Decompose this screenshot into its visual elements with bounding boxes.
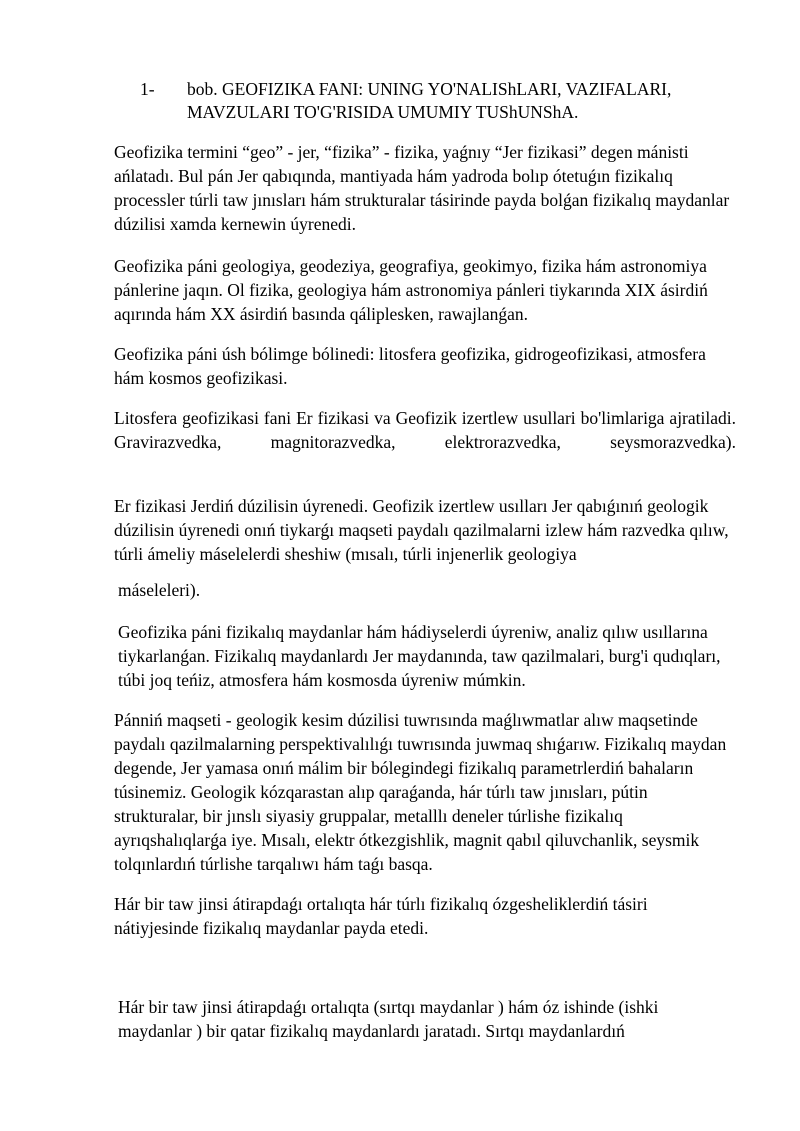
paragraph-4: Litosfera geofizikasi fani Er fizikasi va Geofizik izertlew usullari bo'limlariga ajratiladi. Gravirazvedka, magnitorazvedka, elektrorazvedka, seysmorazvedka). xyxy=(114,408,736,452)
paragraph-2: Geofizika páni geologiya, geodeziya, geografiya, geokimyo, fizika hám astronomiya pánlerine jaqın. Ol fizika, geologiya hám astronomiya pánleri tiykarında XIX ásirdiń aqırında hám XX ásirdiń basında qáliplesken, rawajlanǵan. xyxy=(114,256,708,324)
paragraph-7: Geofizika páni fizikalıq maydanlar hám hádiyselerdi úyreniw, analiz qılıw usıllarına tiykarlanǵan. Fizikalıq maydanlardı Jer maydanında, taw qazilmalari, burg'i qudıqları, túbi joq teńiz, atmosfera hám kosmosda úyreniw múmkin. xyxy=(118,622,721,690)
paragraph-8: Pánniń maqseti - geologik kesim dúzilisi tuwrısında maǵlıwmatlar alıw maqsetinde paydalı qazilmalarning perspektivalılıǵı tuwrısında juwmaq shıǵarıw. Fizikalıq maydan degende, Jer yamasa onıń málim bir bólegindegi fizikalıq parametrlerdiń bahaların túsinemiz. Geologik kózqarastan alıp qaraǵanda, hár túrlı taw jınısları, pútin strukturalar, bir jınslı siyasiy gruppalar, metalllı deneler túrlishe fizikalıq ayrıqshalıqlarǵa iye. Mısalı, elektr ótkezgishlik, magnit qabıl qiluvchanlik, seysmik tolqınlardıń túrlishe tarqalıwı hám taǵı basqa. xyxy=(114,710,727,874)
chapter-number: 1- xyxy=(140,79,155,99)
paragraph-6: máseleleri). xyxy=(118,580,201,600)
paragraph-9: Hár bir taw jinsi átirapdaǵı ortalıqta hár túrlı fizikalıq ózgesheliklerdiń tásiri nátiyjesinde fizikalıq maydanlar payda etedi. xyxy=(114,894,648,938)
paragraph-1: Geofizika termini “geo” - jer, “fizika” - fizika, yaǵnıy “Jer fizikasi” degen mánisti ańlatadı. Bul pán Jer qabıqında, mantiyada hám yadroda bolıp ótetuǵın fizikalıq processler túrli taw jınısları hám strukturalar tásirinde payda bolǵan fizikalıq maydanlar dúzilisi xamda kernewin úyrenedi. xyxy=(114,142,730,234)
paragraph-10: Hár bir taw jinsi átirapdaǵı ortalıqta (sırtqı maydanlar ) hám óz ishinde (ishki maydanlar ) bir qatar fizikalıq maydanlardı jaratadı. Sırtqı maydanlardıń xyxy=(118,997,659,1041)
chapter-title: bob. GEOFIZIKA FANI: UNING YO'NALIShLARI, VAZIFALARI, MAVZULARI TO'G'RISIDA UMUMIY TUShUNShA. xyxy=(187,79,672,122)
paragraph-5: Er fizikasi Jerdiń dúzilisin úyrenedi. Geofizik izertlew usılları Jer qabıǵınıń geologik dúzilisin úyrenedi onıń tiykarǵı maqseti paydalı qazilmalarni izlew hám razvedka qılıw, túrli ámeliy máselelerdi sheshiw (mısalı, túrli injenerlik geologiya xyxy=(114,496,729,564)
paragraph-3: Geofizika páni úsh bólimge bólinedi: litosfera geofizika, gidrogeofizikasi, atmosfera hám kosmos geofizikasi. xyxy=(114,344,706,388)
